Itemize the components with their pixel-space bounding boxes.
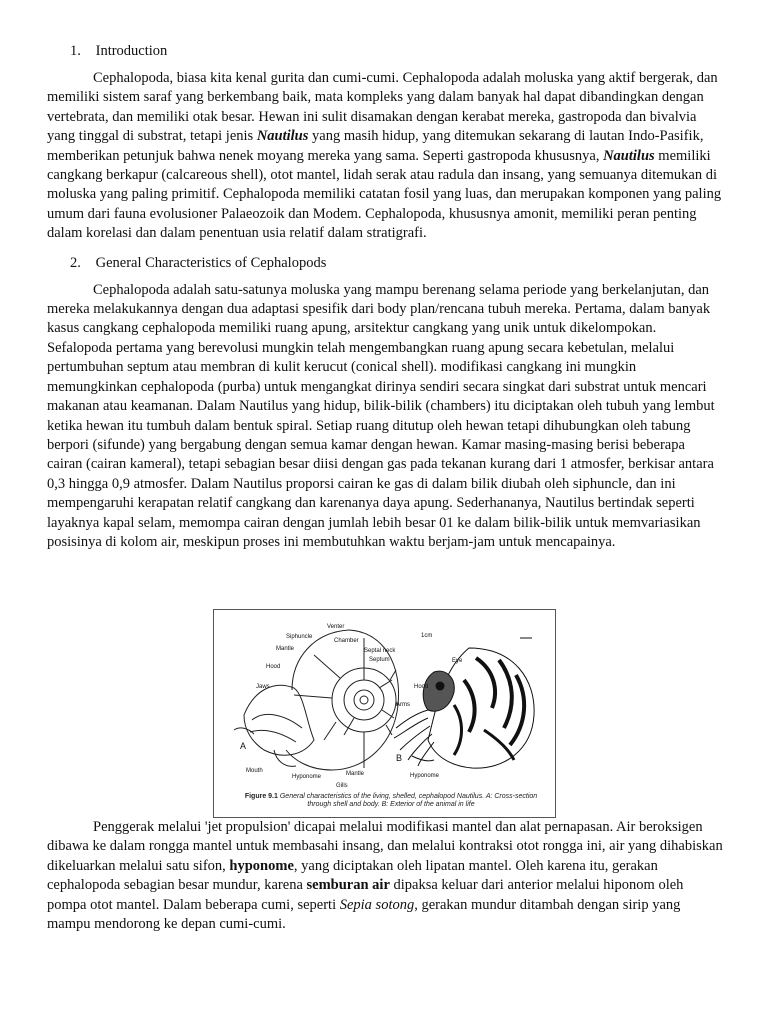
text-segment: Cephalopoda adalah satu-satunya moluska yang mampu berenang selama periode yang berkelanjutan, dan mereka melakukannya dengan dua adaptasi spesifik dari body plan/rencana tubuh mereka. Pertama, dalam banyak kasus cangkang cephalopoda memiliki ruang apung, arsitektur cangkang yang unik untuk dikelompokan. Sefalopoda pertama yang berevolusi mungkin telah mengembangkan ruang apung secara kebetulan, melalui pertumbuhan septum atau membran di kulit kerucut (conical shell). modifikasi cangkang ini mungkin memungkinkan cephalopoda (purba) untuk mengangkat dirinya sendiri secara singkat dari substrat untuk mencari makanan atau keamanan. Dalam Nautilus yang hidup, bilik-bilik (chambers) itu diciptakan oleh tubuh yang lembut ketika hewan itu tumbuh dalam bentuk spiral. Setiap ruang ditutup oleh hewan tetapi dihubungkan oleh tabung berpori (sifunde) yang bergabung dengan semua kamar dengan hewan. Kamar masing-masing berisi beberapa cairan (cairan kameral), tetapi sebagian besar diisi dengan gas pada tekanan kurang dari 1 atmosfer, berkisar antara 0,3 hingga 0,9 atmosfer. Dalam Nautilus proporsi cairan ke gas di dalam bilik diubah oleh siphuncle, dan ini mempengaruhi kerapatan relatif cangkang dan karenanya daya apung. Sederhananya, Nautilus bertindak seperti layaknya kapal selam, memompa cairan dengan jumlah lebih besar 01 ke dalam bilik-bilik untuk memvariasikan posisinya di kolom air, meskipun proses ini membutuhkan waktu berjam-jam untuk mencapainya. <box>47 281 715 550</box>
paragraph <box>47 818 723 934</box>
figure-caption-text: General characteristics of the living, shelled, cephalopod Nautilus. A: Cross-section through shell and body. B: Exterior of the animal in life <box>279 793 538 808</box>
paragraph <box>47 281 723 553</box>
label-gills: Gills <box>336 783 348 789</box>
section-introduction <box>47 42 723 244</box>
emphasis-text: Sepia sotong <box>339 896 415 913</box>
section-title: Introduction <box>95 43 168 59</box>
label-scale: 1cm <box>421 633 433 639</box>
emphasis-text <box>603 148 655 164</box>
emphasis-text: Nautilus <box>603 147 655 164</box>
section-heading <box>70 42 723 61</box>
section-title: General Characteristics of Cephalopods <box>95 254 327 271</box>
section-heading <box>70 254 723 273</box>
label-mantle-bottom: Mantle <box>346 771 365 777</box>
label-jaws: Jaws <box>256 684 270 690</box>
text-segment: , gerakan mundur ditambah dengan sirip yang mampu mendorong ke depan cumi-cumi. <box>47 896 681 933</box>
section-number: 1. <box>70 43 81 59</box>
text-segment: dipaksa keluar dari anterior melalui hiponom oleh pompa otot mantel. Dalam beberapa cumi, seperti <box>47 877 684 913</box>
label-chamber: Chamber <box>334 638 359 644</box>
label-siphuncle: Siphuncle <box>286 634 313 640</box>
label-arms: Arms <box>396 702 410 708</box>
section-number: 2. <box>70 254 81 271</box>
emphasis-text: Nautilus <box>256 128 309 145</box>
label-hood-b: Hood <box>414 684 429 690</box>
cross-section-labels <box>240 624 396 789</box>
document-body <box>47 38 723 562</box>
label-panel-a: A <box>240 741 247 751</box>
text-segment: Penggerak melalui 'jet propulsion' dicapai melalui modifikasi mantel dan alat pernapasan. Air beroksigen dibawa ke dalam rongga mantel untuk membasahi insang, dan melalui kontraksi otot rongga ini, air yang dihabiskan dikeluarkan melalui satu sifon, <box>47 819 723 874</box>
text-segment: , yang diciptakan oleh lipatan mantel. Oleh karena itu, gerakan cephalopoda sebagian besar mundur, karena <box>47 857 658 894</box>
text-segment: yang masih hidup, yang ditemukan sekarang di lautan Indo-Pasifik, memberikan petunjuk bahwa nenek moyang mereka yang sama. Seperti gastropoda khususnya, <box>47 128 704 164</box>
label-mouth: Mouth <box>246 768 263 774</box>
label-hyponome: Hyponome <box>292 774 322 780</box>
nautilus-illustration <box>214 610 555 817</box>
emphasis-text <box>257 128 309 144</box>
label-eye: Eye <box>452 658 463 664</box>
post-figure-text <box>47 818 723 944</box>
figure-caption-label: Figure 9.1 <box>244 793 278 800</box>
label-venter: Venter <box>327 624 345 630</box>
label-hood: Hood <box>266 664 281 670</box>
label-mantle-top: Mantle <box>276 646 295 652</box>
label-septal-neck: Septal neck <box>364 648 396 654</box>
text-segment: Cephalopoda, biasa kita kenal gurita dan cumi-cumi. Cephalopoda adalah moluska yang aktif bergerak, dan memiliki sistem saraf yang berkembang baik, mata kompleks yang dalam banyak hal dapat dibandingkan dengan vertebrata, dan memiliki otak besar. Hewan ini sulit disamakan dengan kerabat mereka, gastropoda dan bivalvia yang tinggal di substrat, tetapi jenis <box>47 70 718 145</box>
section-general-characteristics <box>47 254 723 553</box>
emphasis-text: semburan air <box>306 877 390 894</box>
figure-caption <box>232 793 550 809</box>
text-segment: memiliki cangkang berkapur (calcareous shell), otot mantel, lidah serak atau radula dan insang, yang semuanya ditemukan di moluska yang paling primitif. Cephalopoda memiliki catatan fosil yang luas, dan merupakan komponen yang paling umum dari fauna evolusioner Palaeozoik dan Modem. Cephalopoda, khususnya amonit, memiliki peran penting dalam korelasi dan dalam penentuan usia relatif dalam stratigrafi. <box>47 147 722 242</box>
exterior-drawing <box>394 638 534 768</box>
label-septum: Septum <box>369 657 390 663</box>
emphasis-text: hyponome <box>229 857 294 874</box>
label-panel-b: B <box>396 753 403 763</box>
nautilus-figure <box>213 609 556 818</box>
label-hyponome-b: Hyponome <box>410 773 440 779</box>
paragraph <box>47 69 723 244</box>
